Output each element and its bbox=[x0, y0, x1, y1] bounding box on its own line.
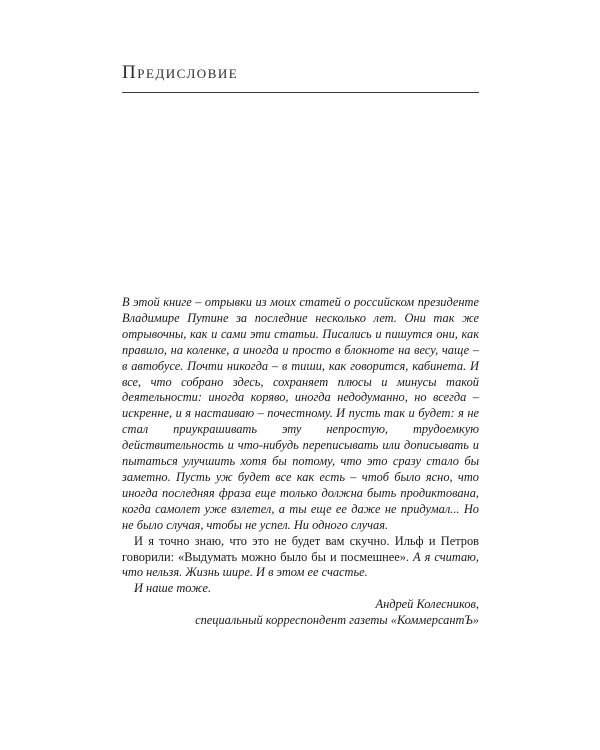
preface-paragraph-1: В этой книге – отрывки из моих статей о российском президенте Владимире Путине за последние несколько лет. Они так же отрывочны, как и сами эти статьи. Писались и пишутся они, как правило, на коленке, а иногда и просто в блокноте на весу, чаще – в автобусе. Почти никогда – в тиши, как говорится, кабинета. И все, что собрано здесь, сохраняет плюсы и минусы такой деятельности: иногда коряво, иногда недодуманно, но всегда – искренне, и я настаиваю – почестному. И пусть так и будет: я не стал приукрашивать эту непростую, трудоемкую действительность и что-нибудь переписывать или дописывать и пытаться улучшить хотя бы потому, что это сразу стало бы заметно. Пусть уж будет все как есть – чтоб было ясно, что иногда последняя фраза еще только должна быть продиктована, когда самолет уже взлетел, а ты еще ее даже не придумал... Но не было случая, чтобы не успел. Ни одного случая. bbox=[122, 295, 479, 532]
author-title: специальный корреспондент газеты «КоммерсантЪ» bbox=[195, 613, 479, 628]
preface-paragraph-2 bbox=[122, 534, 479, 582]
preface-text bbox=[122, 295, 479, 629]
page-title: Предисловие bbox=[122, 62, 239, 83]
preface-paragraph-2-conclusion: А я считаю, что нельзя. Жизнь шире. И в этом ее счастье. bbox=[122, 549, 479, 580]
preface-paragraph-2-quote: И я точно знаю, что это не будет вам скучно. Ильф и Петров говорили: «Выдумать можно было бы и посмешнее». bbox=[122, 533, 479, 564]
title-underline bbox=[122, 92, 479, 93]
preface-paragraph-3: И наше тоже. bbox=[134, 581, 212, 596]
author-name: Андрей Колесников, bbox=[375, 597, 479, 612]
